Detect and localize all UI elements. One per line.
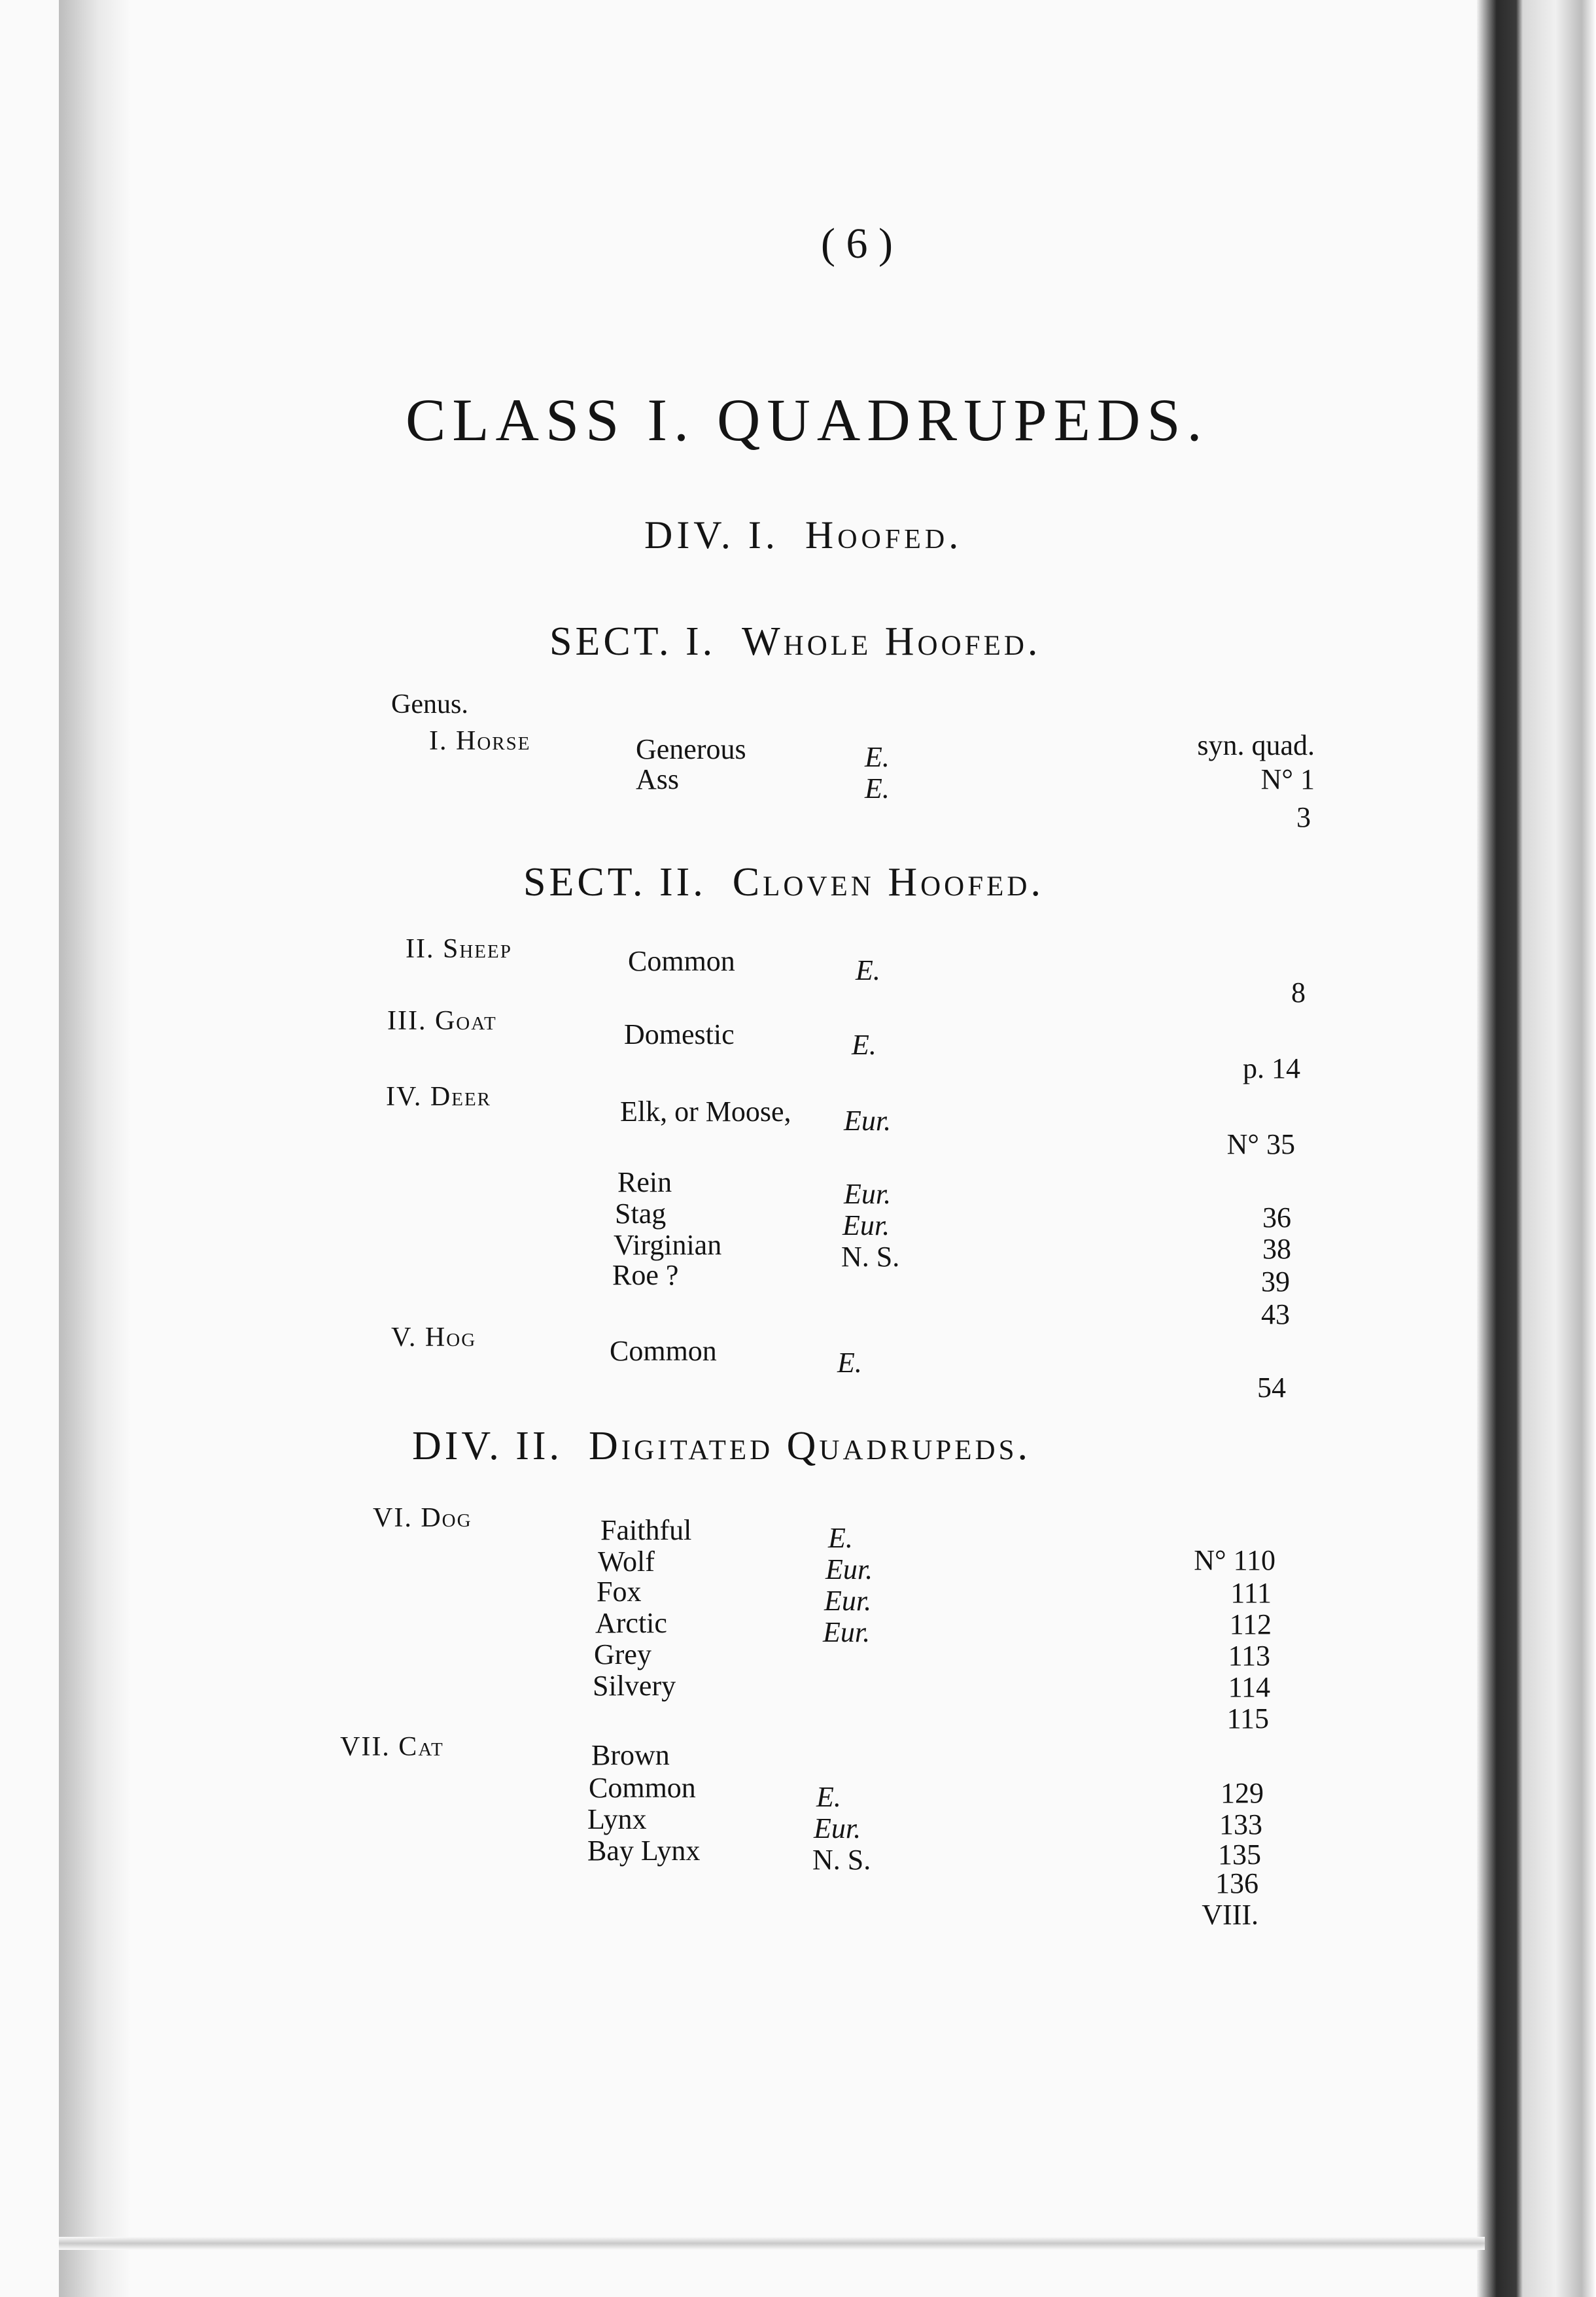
ref-number: 114	[1228, 1671, 1270, 1703]
genus-deer: IV. Deer	[386, 1082, 492, 1112]
ref-number: 115	[1226, 1702, 1269, 1735]
ref-number: 135	[1218, 1839, 1261, 1871]
region: E.	[852, 1029, 876, 1061]
species-common: Common	[589, 1772, 696, 1804]
division-title: Hoofed.	[805, 513, 963, 557]
species-faithful: Faithful	[600, 1514, 692, 1546]
ref-number: 3	[1296, 801, 1311, 833]
genus-sheep: II. Sheep	[406, 934, 512, 964]
region: N. S.	[812, 1844, 871, 1876]
division-heading-1	[644, 515, 962, 555]
ref-number: 112	[1229, 1608, 1272, 1640]
species-domestic: Domestic	[624, 1018, 735, 1050]
section-title: Whole Hoofed.	[742, 619, 1041, 664]
ref-number: 113	[1228, 1640, 1270, 1672]
ref-number: 136	[1215, 1867, 1258, 1899]
species-bay-lynx: Bay Lynx	[587, 1835, 701, 1867]
ref-number: 129	[1221, 1777, 1264, 1809]
species-ass: Ass	[636, 763, 680, 795]
species-roe: Roe ?	[612, 1259, 679, 1291]
section-title: Cloven Hoofed.	[732, 860, 1044, 905]
region: Eur.	[844, 1178, 892, 1210]
region: E.	[816, 1781, 841, 1813]
species-brown: Brown	[591, 1739, 670, 1771]
section-label: SECT. I.	[549, 619, 716, 664]
ref-number: 133	[1219, 1808, 1262, 1840]
species-grey: Grey	[594, 1638, 651, 1670]
region: E.	[865, 772, 890, 804]
division-heading-2	[412, 1426, 1031, 1466]
species-stag: Stag	[615, 1198, 667, 1230]
species-common: Common	[628, 945, 735, 977]
ref-column-header: syn. quad.	[1197, 729, 1315, 761]
region: E.	[856, 954, 880, 986]
genus-cat: VII. Cat	[340, 1732, 444, 1762]
ref-number: 54	[1257, 1372, 1286, 1404]
ref-number: p. 14	[1243, 1052, 1300, 1084]
ref-number: N° 110	[1194, 1544, 1275, 1576]
region: Eur.	[844, 1105, 892, 1137]
bottom-edge	[59, 2237, 1485, 2250]
genus-column-label: Genus.	[391, 689, 468, 719]
ref-number: 43	[1261, 1298, 1290, 1330]
ref-number: 111	[1230, 1577, 1272, 1609]
gutter-shadow	[59, 0, 131, 2297]
species-generous: Generous	[636, 733, 746, 765]
ref-number: N° 35	[1226, 1128, 1295, 1160]
region: N. S.	[841, 1241, 900, 1273]
page-edge	[1477, 0, 1596, 2297]
species-rein: Rein	[617, 1166, 672, 1198]
genus-dog: VI. Dog	[373, 1503, 472, 1533]
species-elk: Elk, or Moose,	[620, 1096, 791, 1128]
class-heading: CLASS I. QUADRUPEDS.	[406, 387, 1209, 453]
division-title: Digitated Quadrupeds.	[589, 1424, 1031, 1468]
ref-number: 8	[1291, 976, 1306, 1009]
catchword: VIII.	[1202, 1899, 1258, 1931]
region: Eur.	[823, 1616, 871, 1648]
page-number: ( 6 )	[821, 220, 893, 268]
region: E.	[865, 741, 890, 773]
section-heading-1	[549, 621, 1041, 662]
species-lynx: Lynx	[587, 1803, 647, 1835]
species-virginian: Virginian	[614, 1229, 722, 1261]
section-label: SECT. II.	[523, 860, 706, 905]
species-common: Common	[610, 1335, 717, 1367]
species-silvery: Silvery	[593, 1670, 676, 1702]
ref-number: 39	[1261, 1266, 1290, 1298]
ref-number: 38	[1262, 1233, 1291, 1265]
region: Eur.	[842, 1209, 890, 1241]
genus-goat: III. Goat	[387, 1006, 497, 1036]
region: Eur.	[824, 1585, 872, 1617]
ref-number: 36	[1262, 1201, 1291, 1234]
ref-number: N° 1	[1260, 763, 1315, 795]
genus-horse: I. Horse	[429, 726, 531, 756]
region: Eur.	[814, 1812, 861, 1844]
division-label: DIV. II.	[412, 1424, 563, 1468]
species-wolf: Wolf	[598, 1546, 655, 1578]
species-arctic: Arctic	[595, 1607, 667, 1639]
division-label: DIV. I.	[644, 513, 779, 557]
region: E.	[828, 1522, 853, 1554]
section-heading-2	[523, 862, 1044, 903]
region: E.	[837, 1347, 862, 1379]
genus-hog: V. Hog	[391, 1322, 477, 1353]
species-fox: Fox	[597, 1576, 642, 1608]
region: Eur.	[825, 1553, 873, 1585]
